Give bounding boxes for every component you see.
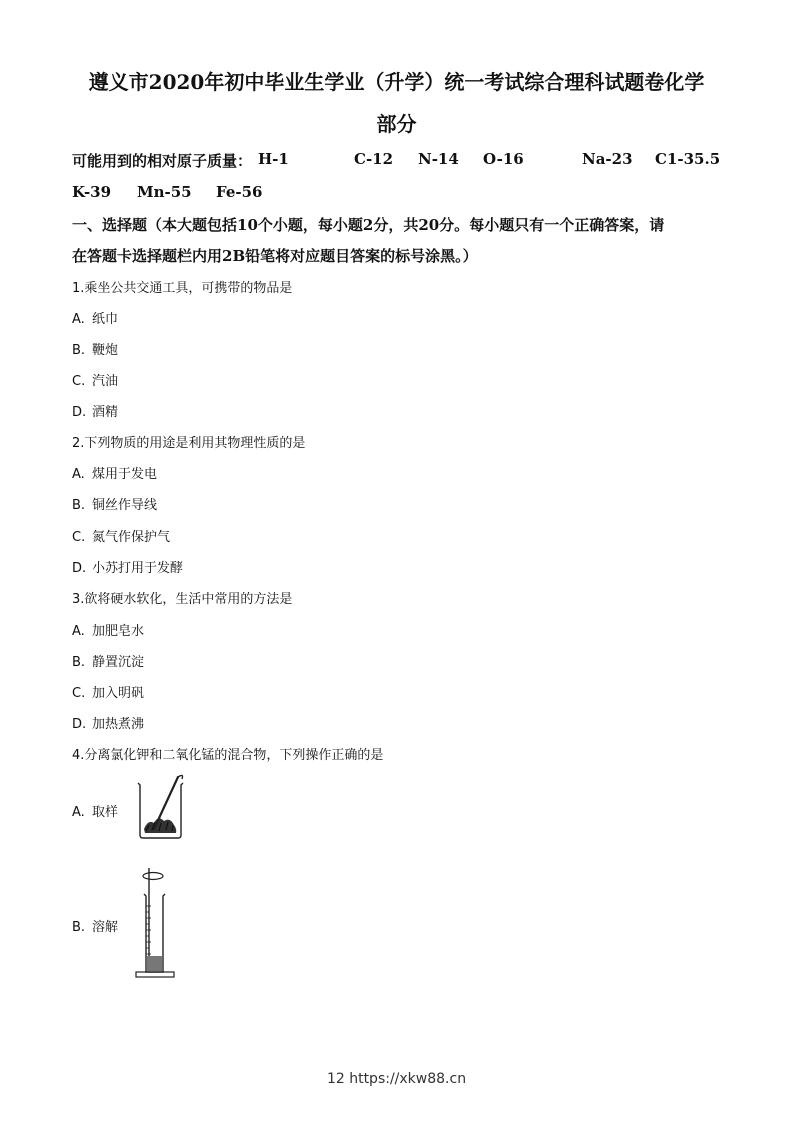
- atomic-masses-row1: [72, 150, 732, 170]
- page-footer: 12 https://xkw88.cn: [326, 1071, 467, 1087]
- exam-title-line1: 遵义市2020年初中毕业生学业（升学）统一考试综合理科试题卷化学: [88, 70, 705, 94]
- q2-option-b[interactable]: B. 铜丝作导线: [72, 498, 158, 513]
- q3-option-b[interactable]: B. 静置沉淀: [72, 655, 145, 670]
- question-1-stem: 1.乘坐公共交通工具，可携带的物品是: [72, 281, 293, 296]
- mass-fe: Fe-56: [216, 183, 263, 201]
- q4-option-a[interactable]: A. 取样: [72, 805, 119, 820]
- mass-h: H-1: [258, 150, 289, 168]
- exam-title-line2: 部分: [376, 112, 417, 136]
- atomic-masses-row2: [72, 183, 372, 203]
- atomic-masses-label: 可能用到的相对原子质量：: [72, 152, 253, 170]
- section-heading-line2: 在答题卡选择题栏内用2B铅笔将对应题目答案的标号涂黑。）: [72, 247, 478, 265]
- q3-option-c[interactable]: C. 加入明矾: [72, 686, 145, 701]
- beaker-sampling-figure: [134, 773, 190, 841]
- section-heading-line1: 一、选择题（本大题包括10个小题，每小题2分，共20分。每小题只有一个正确答案，请: [72, 216, 665, 234]
- question-3-stem: 3.欲将硬水软化，生活中常用的方法是: [72, 592, 293, 607]
- mass-cl: C1-35.5: [655, 150, 721, 168]
- q2-option-d[interactable]: D. 小苏打用于发酵: [72, 561, 184, 576]
- q1-option-d[interactable]: D. 酒精: [72, 405, 119, 420]
- q3-option-a[interactable]: A. 加肥皂水: [72, 624, 145, 639]
- q1-option-a[interactable]: A. 纸巾: [72, 312, 119, 327]
- q4-option-b[interactable]: B. 溶解: [72, 920, 119, 935]
- mass-k: K-39: [72, 183, 112, 201]
- question-2-stem: 2.下列物质的用途是利用其物理性质的是: [72, 436, 306, 451]
- mass-mn: Mn-55: [137, 183, 192, 201]
- graduated-cylinder-dissolving-figure: [130, 866, 180, 980]
- q3-option-d[interactable]: D. 加热煮沸: [72, 717, 145, 732]
- q1-option-c[interactable]: C. 汽油: [72, 374, 119, 389]
- mass-n: N-14: [418, 150, 459, 168]
- question-4-stem: 4.分离氯化钾和二氧化锰的混合物，下列操作正确的是: [72, 748, 384, 763]
- mass-c: C-12: [354, 150, 394, 168]
- mass-na: Na-23: [582, 150, 633, 168]
- q2-option-c[interactable]: C. 氮气作保护气: [72, 530, 171, 545]
- q1-option-b[interactable]: B. 鞭炮: [72, 343, 119, 358]
- mass-o: O-16: [483, 150, 524, 168]
- q2-option-a[interactable]: A. 煤用于发电: [72, 467, 158, 482]
